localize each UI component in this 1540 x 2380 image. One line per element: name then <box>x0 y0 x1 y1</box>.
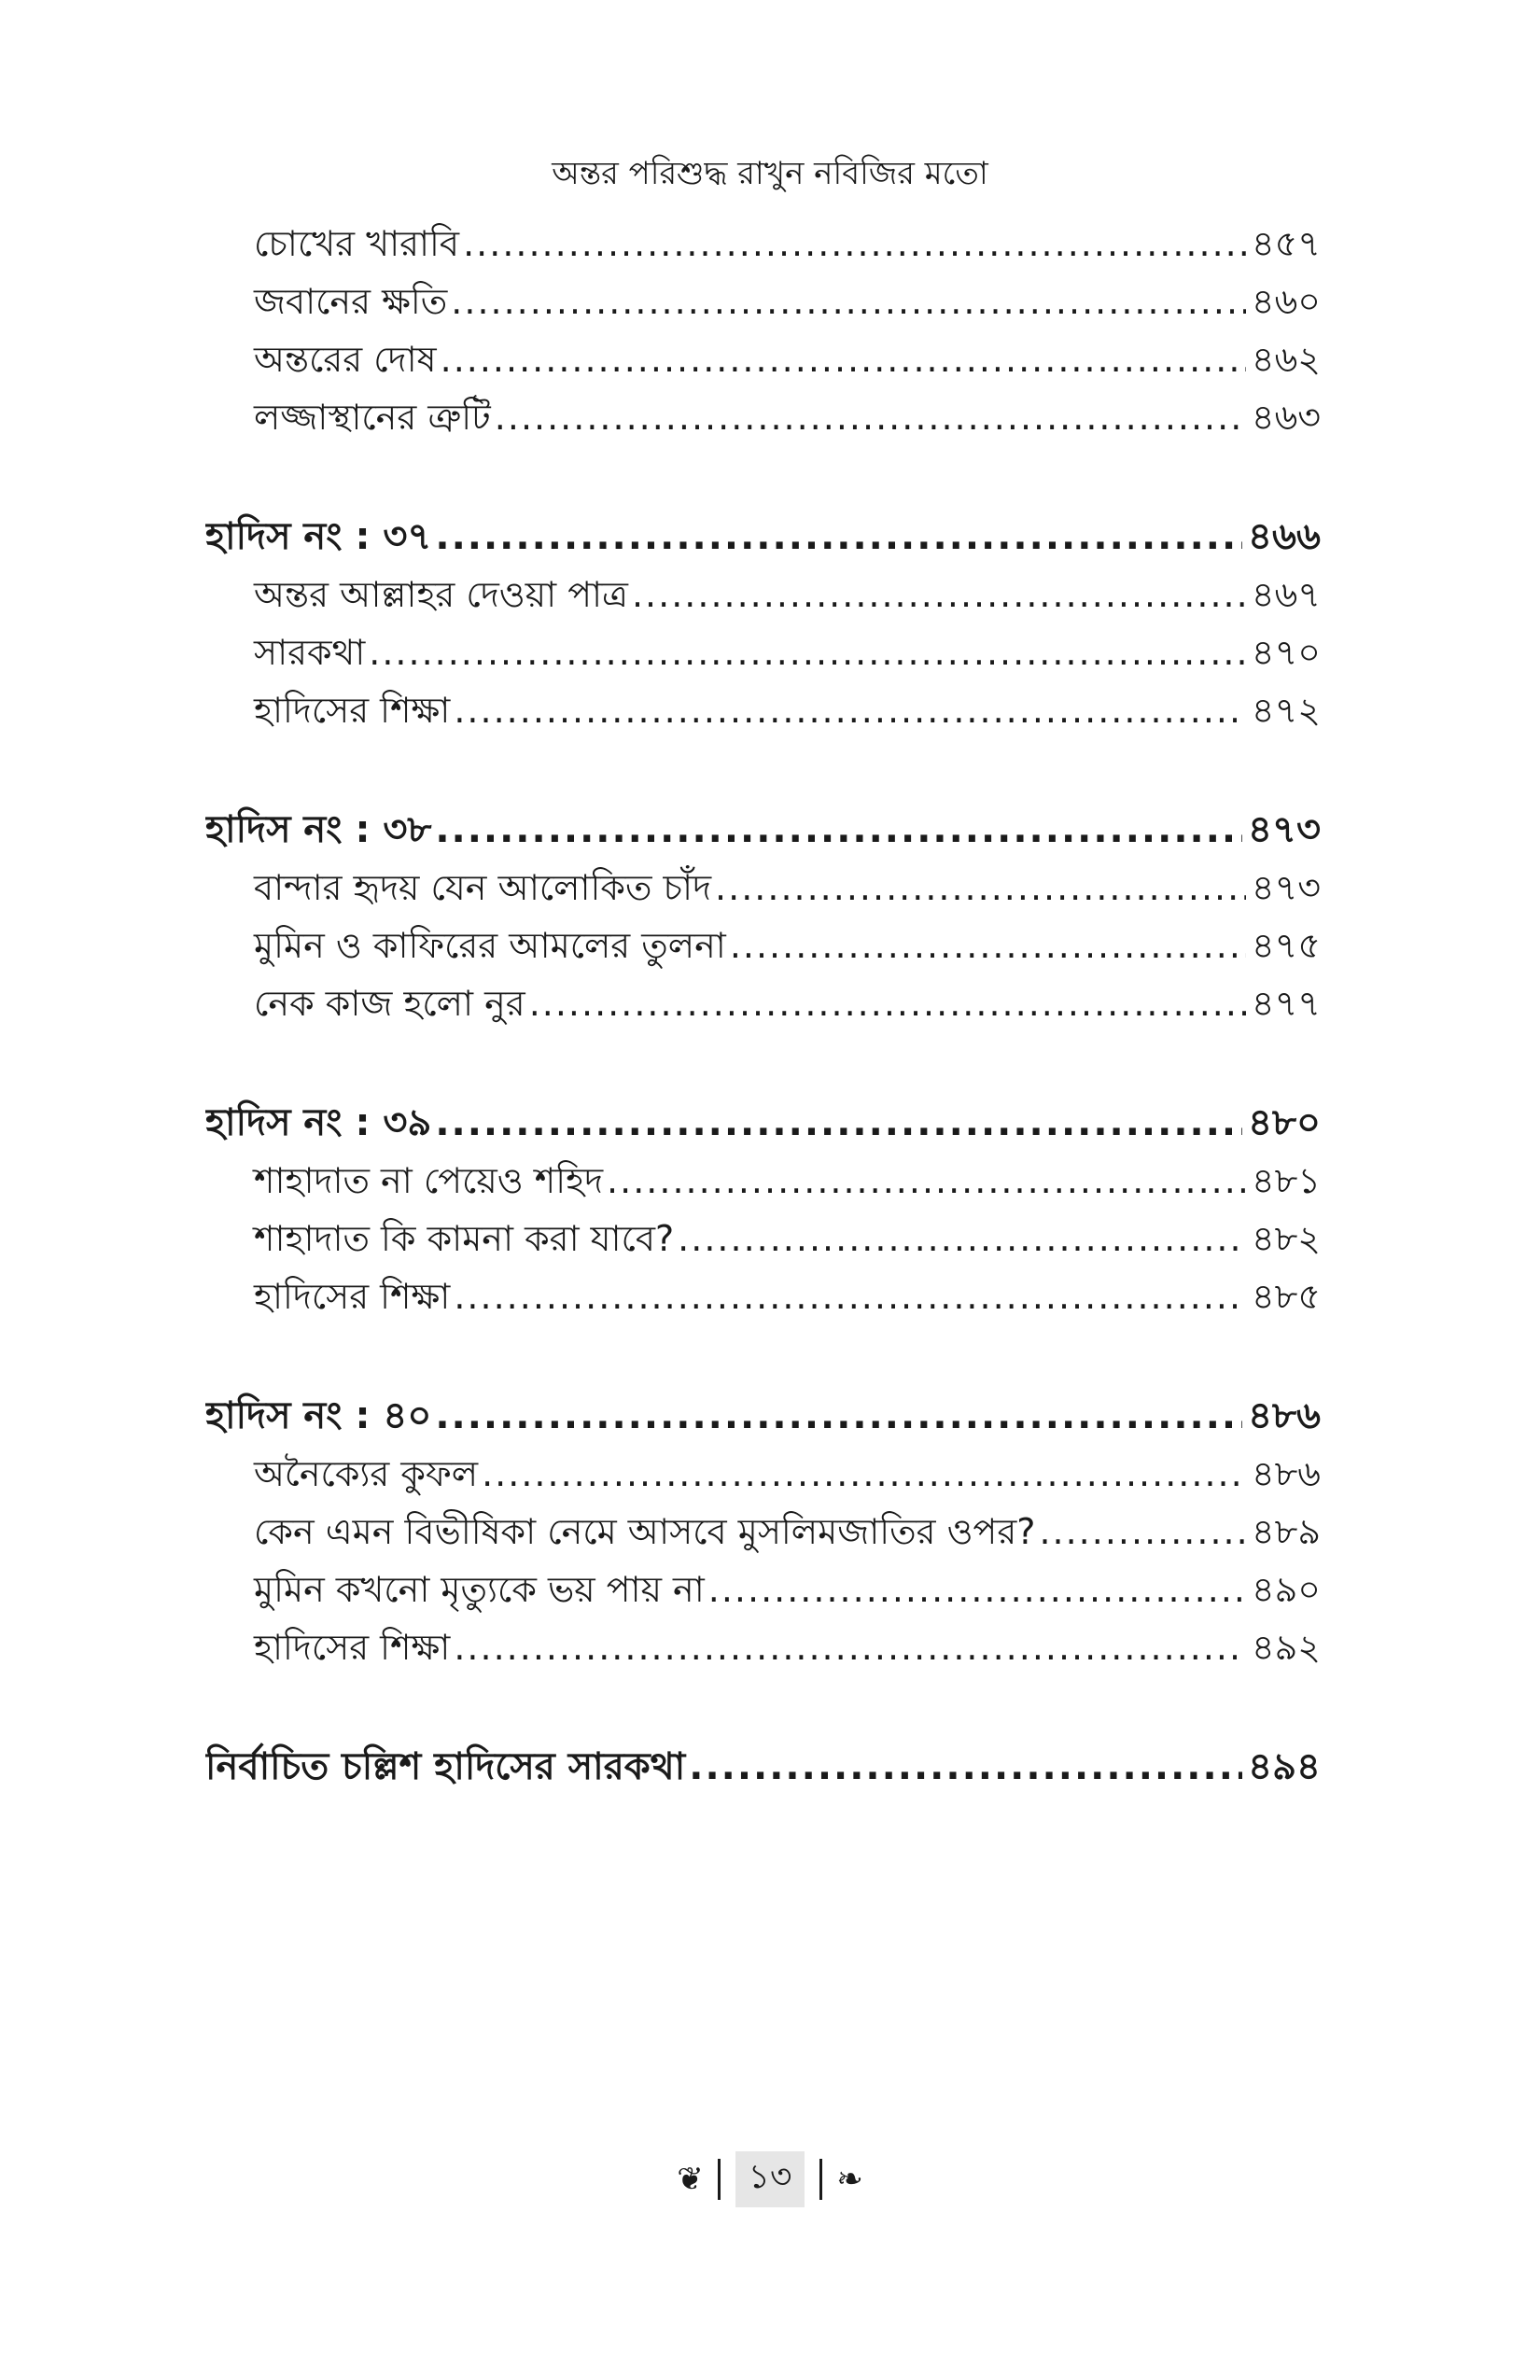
toc-entry <box>205 1561 1321 1618</box>
dot-leader <box>730 917 1246 974</box>
dot-leader <box>454 681 1246 739</box>
toc-entry-page: ৪৯০ <box>1251 1569 1321 1610</box>
dot-leader <box>454 1618 1246 1676</box>
toc-entry <box>205 1152 1321 1210</box>
toc-entry-page: ৪৯২ <box>1251 1627 1321 1668</box>
footer-divider <box>819 2159 822 2200</box>
toc-entry-title: কেন এমন বিভীষিকা নেমে আসবে মুসলিমজাতির ওপর? <box>254 1511 1036 1552</box>
toc-entry-page: ৪৮৬ <box>1248 1394 1321 1437</box>
toc-entry-page: ৪৮৯ <box>1252 1511 1321 1552</box>
toc-entry-title: জবানের ক্ষতি <box>254 281 448 322</box>
dot-leader <box>463 215 1246 273</box>
toc-entry-page: ৪৭৭ <box>1251 983 1321 1024</box>
toc-entry-page: ৪৮০ <box>1248 1101 1321 1144</box>
dot-leader <box>715 859 1246 917</box>
toc-entry <box>205 859 1321 917</box>
toc-entry <box>205 330 1321 388</box>
toc-entry <box>205 215 1321 273</box>
toc-entry-title: নির্বাচিত চল্লিশ হাদিসের সারকথা <box>205 1745 686 1788</box>
table-of-contents <box>205 215 1321 1796</box>
toc-entry-title: নেক কাজ হলো নুর <box>254 983 525 1024</box>
left-ornament-icon: ❦ <box>677 2161 704 2198</box>
dot-leader <box>495 388 1246 446</box>
toc-entry-title: অন্তর আল্লাহর দেওয়া পাত্র <box>254 574 628 615</box>
toc-entry-title: হাদিসের শিক্ষা <box>254 690 451 731</box>
page-number: ১৩ <box>735 2151 805 2207</box>
toc-entry <box>205 1618 1321 1676</box>
section-gap <box>205 446 1321 508</box>
toc-entry-title: সারকথা <box>254 632 366 673</box>
section-gap <box>205 1325 1321 1387</box>
toc-entry-title: বান্দার হৃদয় যেন আলোকিত চাঁদ <box>254 867 712 908</box>
toc-entry-page: ৪৭৩ <box>1251 867 1321 908</box>
toc-entry-title: লজ্জাস্থানের ত্রুটি <box>254 397 491 438</box>
dot-leader <box>529 974 1246 1032</box>
toc-section-entry <box>205 1094 1321 1152</box>
toc-entry-title: শাহাদাত কি কামনা করা যাবে? <box>254 1218 675 1259</box>
toc-section-entry <box>205 508 1321 566</box>
toc-entry <box>205 1267 1321 1325</box>
toc-section-entry <box>205 1387 1321 1445</box>
dot-leader <box>435 801 1242 859</box>
toc-entry-page: ৪৬৬ <box>1248 515 1321 558</box>
dot-leader <box>435 1387 1242 1445</box>
dot-leader <box>1039 1503 1246 1561</box>
section-gap <box>205 739 1321 801</box>
toc-entry <box>205 273 1321 330</box>
page-footer <box>0 2151 1540 2207</box>
toc-entry <box>205 1445 1321 1503</box>
toc-entry-page: ৪৭৫ <box>1251 925 1321 966</box>
toc-entry-page: ৪৭০ <box>1251 632 1321 673</box>
toc-section-entry <box>205 801 1321 859</box>
toc-entry-title: শাহাদাত না পেয়েও শহিদ <box>254 1160 604 1201</box>
toc-entry-page: ৪৮২ <box>1251 1218 1321 1259</box>
toc-entry-page: ৪৬০ <box>1251 281 1321 322</box>
toc-entry-page: ৪৮৬ <box>1251 1453 1321 1494</box>
toc-entry <box>205 974 1321 1032</box>
running-header: অন্তর পরিশুদ্ধ রাখুন নবিজির মতো <box>552 155 988 192</box>
toc-entry-page: ৪৬২ <box>1251 339 1321 380</box>
toc-entry <box>205 681 1321 739</box>
toc-entry <box>205 623 1321 681</box>
toc-entry-title: হাদিস নং : ৩৮ <box>205 808 432 851</box>
toc-entry <box>205 566 1321 623</box>
toc-entry-title: হাদিস নং : ৩৯ <box>205 1101 432 1144</box>
section-gap <box>205 1676 1321 1738</box>
dot-leader <box>678 1210 1246 1267</box>
toc-entry-page: ৪৬৭ <box>1251 574 1321 615</box>
dot-leader <box>689 1738 1242 1796</box>
dot-leader <box>435 1094 1242 1152</box>
dot-leader <box>482 1445 1246 1503</box>
toc-entry <box>205 1503 1321 1561</box>
dot-leader <box>607 1152 1246 1210</box>
toc-entry-title: হাদিস নং : ৪০ <box>205 1394 432 1437</box>
toc-entry-page: ৪৫৭ <box>1251 223 1321 264</box>
toc-entry-title: হাদিসের শিক্ষা <box>254 1627 451 1668</box>
footer-divider <box>718 2159 721 2200</box>
toc-entry-title: অন্তরের দোষ <box>254 339 437 380</box>
toc-entry-title: মুমিন ও কাফিরের আমলের তুলনা <box>254 925 726 966</box>
dot-leader <box>451 273 1246 330</box>
dot-leader <box>454 1267 1246 1325</box>
dot-leader <box>435 508 1242 566</box>
toc-entry <box>205 917 1321 974</box>
dot-leader <box>369 623 1246 681</box>
toc-entry-page: ৪৭৩ <box>1248 808 1321 851</box>
toc-entry-page: ৪৬৩ <box>1251 397 1321 438</box>
toc-entry-title: চোখের খারাবি <box>254 223 460 264</box>
toc-entry-page: ৪৮১ <box>1252 1160 1321 1201</box>
dot-leader <box>441 330 1246 388</box>
toc-entry-title: অনৈক্যের কুফল <box>254 1453 479 1494</box>
right-ornament-icon: ❧ <box>836 2161 863 2198</box>
dot-leader <box>708 1561 1246 1618</box>
toc-entry-title: হাদিসের শিক্ষা <box>254 1276 451 1317</box>
toc-section-entry <box>205 1738 1321 1796</box>
toc-entry-title: হাদিস নং : ৩৭ <box>205 515 432 558</box>
toc-entry-page: ৪৭২ <box>1251 690 1321 731</box>
toc-entry-title: মুমিন কখনো মৃত্যুকে ভয় পায় না <box>254 1569 705 1610</box>
toc-entry <box>205 388 1321 446</box>
dot-leader <box>632 566 1246 623</box>
toc-entry-page: ৪৮৫ <box>1252 1276 1321 1317</box>
section-gap <box>205 1032 1321 1094</box>
toc-entry <box>205 1210 1321 1267</box>
toc-entry-page: ৪৯৪ <box>1248 1745 1321 1788</box>
